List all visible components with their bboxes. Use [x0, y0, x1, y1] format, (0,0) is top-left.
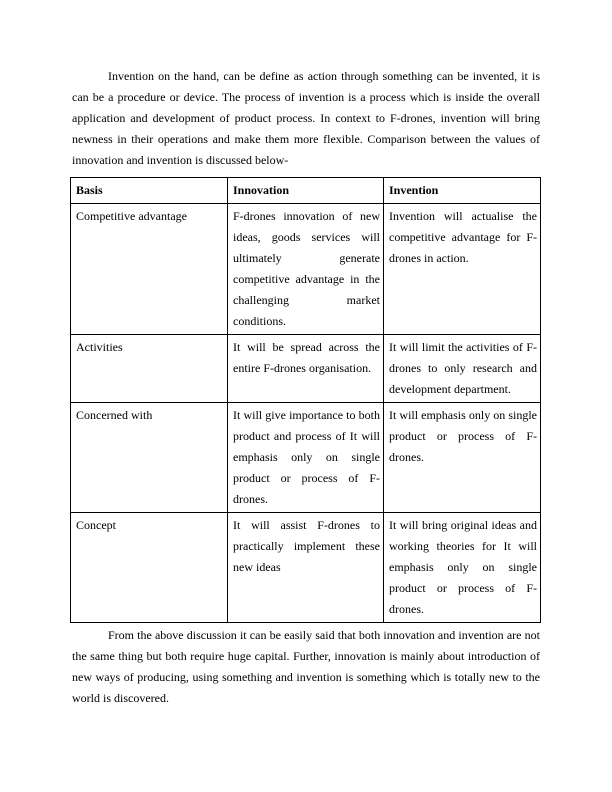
column-header-basis: Basis [71, 178, 228, 204]
innovation-cell: F-drones innovation of new ideas, goods services will ultimately generate competitive advantage in the challenging market conditions. [228, 204, 384, 335]
basis-cell: Activities [71, 335, 228, 403]
basis-cell: Concept [71, 513, 228, 623]
table-row-concerned-with [71, 403, 541, 513]
table-header-row [71, 178, 541, 204]
invention-cell: It will emphasis only on single product or process of F-drones. [384, 403, 541, 513]
basis-cell: Concerned with [71, 403, 228, 513]
invention-cell: It will bring original ideas and working theories for It will emphasis only on single product or process of F-drones. [384, 513, 541, 623]
innovation-cell: It will be spread across the entire F-drones organisation. [228, 335, 384, 403]
invention-cell: It will limit the activities of F-drones to only research and development department. [384, 335, 541, 403]
innovation-cell: It will give importance to both product and process of It will emphasis only on single product or process of F-drones. [228, 403, 384, 513]
conclusion-paragraph: From the above discussion it can be easily said that both innovation and invention are not the same thing but both require huge capital. Further, innovation is mainly about introduction of new ways of producing, using something and invention is something which is totally new to the world is discovered. [72, 628, 540, 705]
intro-paragraph: Invention on the hand, can be define as action through something can be invented, it is can be a procedure or device. The process of invention is a process which is inside the overall application and development of product process. In context to F-drones, invention will bring newness in their operations and make them more flexible. Comparison between the values of innovation and invention is discussed below- [72, 69, 540, 167]
innovation-cell: It will assist F-drones to practically implement these new ideas [228, 513, 384, 623]
innovation-invention-comparison-table [70, 177, 541, 623]
invention-cell: Invention will actualise the competitive advantage for F-drones in action. [384, 204, 541, 335]
table-row-concept [71, 513, 541, 623]
column-header-invention: Invention [384, 178, 541, 204]
table-row-activities [71, 335, 541, 403]
basis-cell: Competitive advantage [71, 204, 228, 335]
table-row-competitive-advantage [71, 204, 541, 335]
column-header-innovation: Innovation [228, 178, 384, 204]
